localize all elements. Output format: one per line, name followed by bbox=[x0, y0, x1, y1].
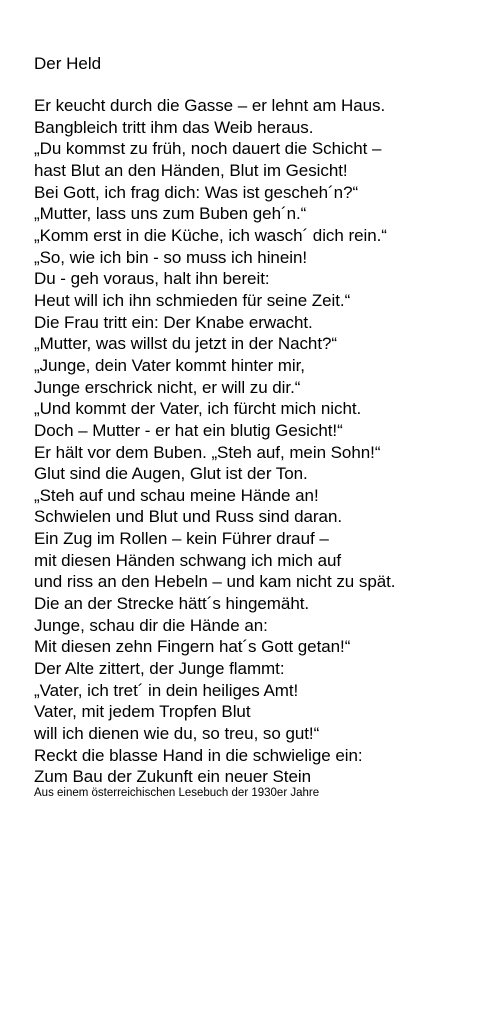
poem-line: Bangbleich tritt ihm das Weib heraus. bbox=[34, 117, 314, 137]
poem-line: Mit diesen zehn Fingern hat´s Gott getan!“ bbox=[34, 637, 351, 657]
poem-line: „Komm erst in die Küche, ich wasch´ dich rein.“ bbox=[34, 225, 387, 245]
poem-line: Reckt die blasse Hand in die schwielige ein: bbox=[34, 745, 363, 765]
poem-line: „So, wie ich bin - so muss ich hinein! bbox=[34, 247, 308, 267]
poem-line: „Junge, dein Vater kommt hinter mir, bbox=[34, 355, 305, 375]
poem-line: Zum Bau der Zukunft ein neuer Stein bbox=[34, 767, 312, 787]
poem-line: will ich dienen wie du, so treu, so gut!“ bbox=[34, 724, 320, 744]
poem-line: Bei Gott, ich frag dich: Was ist gescheh´n?“ bbox=[34, 182, 359, 202]
poem-line: Doch – Mutter - er hat ein blutig Gesicht!“ bbox=[34, 420, 343, 440]
poem-line: Der Alte zittert, der Junge flammt: bbox=[34, 659, 285, 679]
poem-line: „Und kommt der Vater, ich fürcht mich nicht. bbox=[34, 399, 362, 419]
poem-line: Die an der Strecke hätt´s hingemäht. bbox=[34, 594, 310, 614]
poem-body bbox=[34, 95, 395, 788]
poem-line: Junge erschrick nicht, er will zu dir.“ bbox=[34, 377, 301, 397]
poem-line: „Steh auf und schau meine Hände an! bbox=[34, 485, 319, 505]
source-note: Aus einem österreichischen Lesebuch der 1930er Jahre bbox=[34, 787, 320, 799]
poem-line: Heut will ich ihn schmieden für seine Zeit.“ bbox=[34, 290, 351, 310]
poem-line: Junge, schau dir die Hände an: bbox=[34, 615, 268, 635]
poem-line: „Vater, ich tret´ in dein heiliges Amt! bbox=[34, 680, 299, 700]
poem-line: Vater, mit jedem Tropfen Blut bbox=[34, 702, 251, 722]
poem-line: „Mutter, was willst du jetzt in der Nacht?“ bbox=[34, 334, 338, 354]
poem-line: mit diesen Händen schwang ich mich auf bbox=[34, 550, 342, 570]
poem-line: Er hält vor dem Buben. „Steh auf, mein Sohn!“ bbox=[34, 442, 381, 462]
poem-line: Glut sind die Augen, Glut ist der Ton. bbox=[34, 464, 308, 484]
poem-title: Der Held bbox=[34, 54, 102, 73]
poem-line: Ein Zug im Rollen – kein Führer drauf – bbox=[34, 529, 329, 549]
poem-line: Er keucht durch die Gasse – er lehnt am Haus. bbox=[34, 96, 386, 115]
poem-line: „Du kommst zu früh, noch dauert die Schicht – bbox=[34, 139, 382, 159]
poem-line: hast Blut an den Händen, Blut im Gesicht! bbox=[34, 160, 348, 180]
poem-line: „Mutter, lass uns zum Buben geh´n.“ bbox=[34, 204, 307, 224]
poem-line: Du - geh voraus, halt ihn bereit: bbox=[34, 269, 270, 289]
poem-line: Die Frau tritt ein: Der Knabe erwacht. bbox=[34, 312, 313, 332]
poem-line: und riss an den Hebeln – und kam nicht zu spät. bbox=[34, 572, 396, 592]
poem-line: Schwielen und Blut und Russ sind daran. bbox=[34, 507, 343, 527]
